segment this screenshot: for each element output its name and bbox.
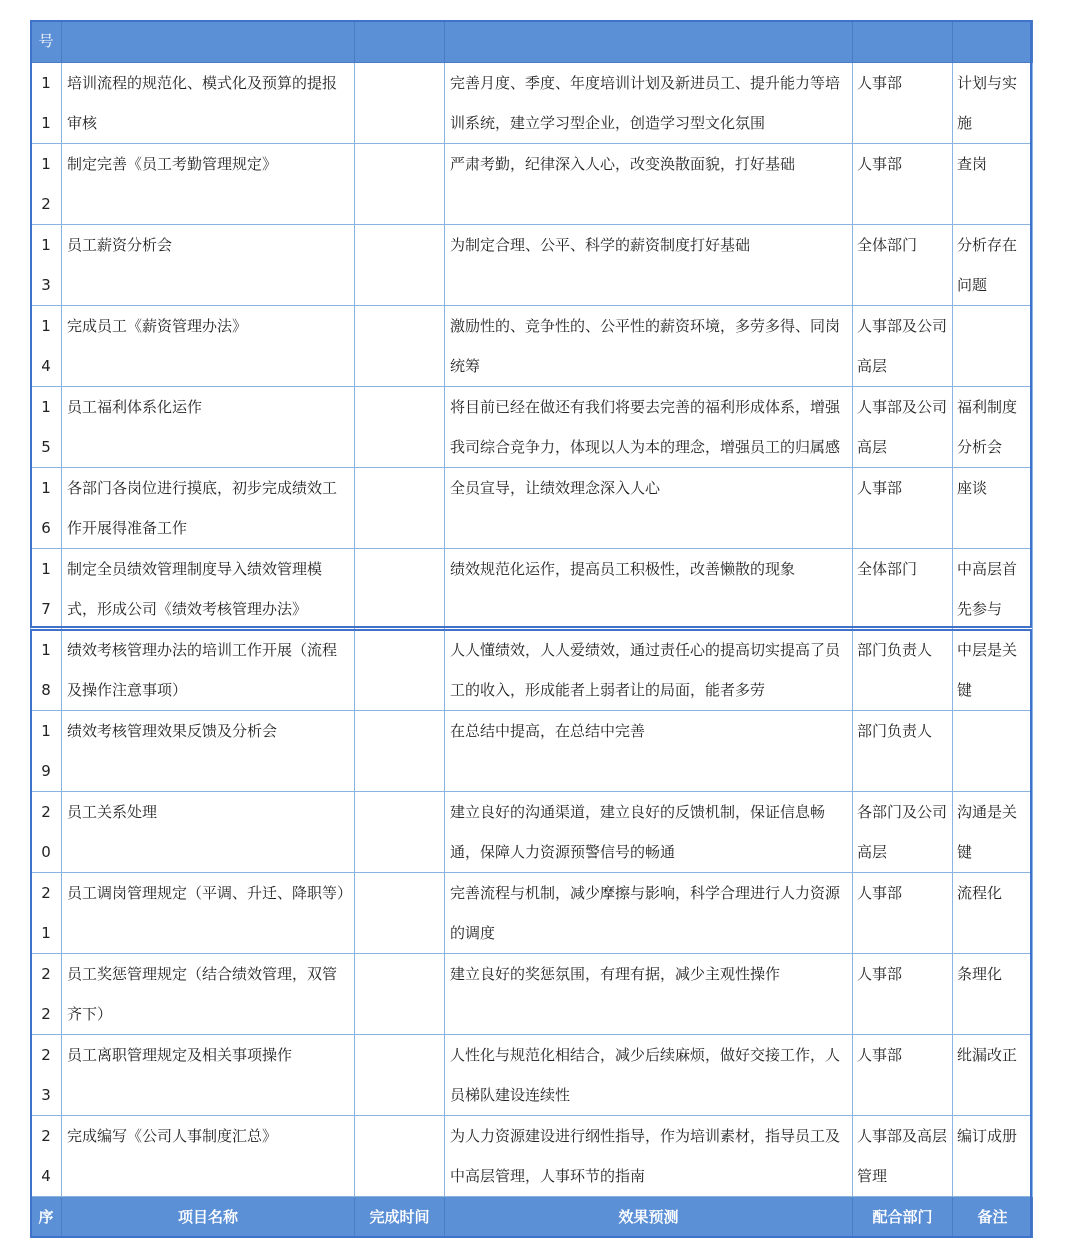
hr-plan-table-container [30,20,1032,1238]
row-remarks: 座谈 [953,468,1033,549]
row-seq-digit: 2 [41,965,51,983]
row-cooperating-dept: 部门负责人 [853,630,953,711]
row-remarks: 纰漏改正 [953,1035,1033,1116]
row-completion-time [355,792,445,873]
row-completion-time [355,63,445,144]
header-project-name: 项目名称 [62,1197,355,1238]
row-cooperating-dept: 人事部 [853,1035,953,1116]
header-completion-time: 完成时间 [355,1197,445,1238]
table-row [31,225,1033,306]
row-project-name: 员工调岗管理规定（平调、升迁、降职等） [62,873,355,954]
row-seq-cell [31,711,62,792]
row-effect-forecast: 人人懂绩效，人人爱绩效，通过责任心的提高切实提高了员工的收入，形成能者上弱者让的局面，能者多劳 [445,630,853,711]
header-remarks: 备注 [953,1197,1033,1238]
table-row [31,873,1033,954]
table-row [31,1035,1033,1116]
row-project-name: 各部门各岗位进行摸底，初步完成绩效工作开展得准备工作 [62,468,355,549]
row-project-name: 员工离职管理规定及相关事项操作 [62,1035,355,1116]
row-seq-cell [31,468,62,549]
table-header-top [31,21,1033,63]
row-completion-time [355,549,445,630]
row-seq-digit: 1 [41,114,51,132]
row-remarks: 计划与实施 [953,63,1033,144]
row-seq-digit: 2 [41,884,51,902]
header-seq: 序 [31,1197,62,1238]
row-completion-time [355,1116,445,1197]
row-seq-digit: 5 [41,438,51,456]
row-seq-cell [31,225,62,306]
row-project-name: 绩效考核管理办法的培训工作开展（流程及操作注意事项） [62,630,355,711]
header-effect-forecast: 效果预测 [445,1197,853,1238]
row-remarks: 查岗 [953,144,1033,225]
row-seq-digit: 1 [41,398,51,416]
row-seq-digit: 3 [41,1086,51,1104]
row-cooperating-dept: 人事部及公司高层 [853,306,953,387]
row-seq-digit: 7 [41,600,51,618]
row-completion-time [355,387,445,468]
row-project-name: 培训流程的规范化、模式化及预算的提报审核 [62,63,355,144]
row-seq-digit: 1 [41,155,51,173]
table-row [31,144,1033,225]
row-effect-forecast: 激励性的、竞争性的、公平性的薪资环境，多劳多得、同岗统筹 [445,306,853,387]
row-seq-digit: 2 [41,1005,51,1023]
row-effect-forecast: 绩效规范化运作，提高员工积极性，改善懒散的现象 [445,549,853,630]
row-effect-forecast: 建立良好的沟通渠道，建立良好的反馈机制，保证信息畅通，保障人力资源预警信号的畅通 [445,792,853,873]
row-project-name: 员工福利体系化运作 [62,387,355,468]
row-seq-cell [31,387,62,468]
row-project-name: 员工关系处理 [62,792,355,873]
table-row [31,306,1033,387]
row-seq-digit: 2 [41,1127,51,1145]
row-seq-digit: 1 [41,236,51,254]
row-completion-time [355,225,445,306]
row-project-name: 员工奖惩管理规定（结合绩效管理，双管齐下） [62,954,355,1035]
row-seq-cell [31,630,62,711]
row-cooperating-dept: 人事部 [853,144,953,225]
row-seq-cell [31,792,62,873]
row-seq-digit: 0 [41,843,51,861]
row-seq-cell [31,549,62,630]
header-empty-cell [445,21,853,63]
row-cooperating-dept: 部门负责人 [853,711,953,792]
row-seq-digit: 8 [41,681,51,699]
row-seq-cell [31,1035,62,1116]
header-empty-cell [853,21,953,63]
row-completion-time [355,954,445,1035]
row-cooperating-dept: 全体部门 [853,549,953,630]
row-project-name: 绩效考核管理效果反馈及分析会 [62,711,355,792]
row-remarks: 流程化 [953,873,1033,954]
row-project-name: 制定完善《员工考勤管理规定》 [62,144,355,225]
row-cooperating-dept: 人事部 [853,954,953,1035]
row-seq-digit: 2 [41,803,51,821]
row-seq-cell [31,954,62,1035]
row-completion-time [355,144,445,225]
table-row [31,1116,1033,1197]
row-remarks: 中高层首先参与 [953,549,1033,630]
row-remarks: 条理化 [953,954,1033,1035]
table-row [31,630,1033,711]
row-seq-digit: 9 [41,762,51,780]
row-completion-time [355,711,445,792]
hr-plan-table [30,20,1033,1238]
row-seq-cell [31,63,62,144]
row-remarks: 福利制度分析会 [953,387,1033,468]
row-seq-digit: 6 [41,519,51,537]
row-cooperating-dept: 人事部及公司高层 [853,387,953,468]
row-effect-forecast: 严肃考勤，纪律深入人心，改变涣散面貌，打好基础 [445,144,853,225]
row-project-name: 完成编写《公司人事制度汇总》 [62,1116,355,1197]
row-project-name: 制定全员绩效管理制度导入绩效管理模式，形成公司《绩效考核管理办法》 [62,549,355,630]
row-seq-digit: 4 [41,357,51,375]
header-cooperating-dept: 配合部门 [853,1197,953,1238]
row-effect-forecast: 全员宣导，让绩效理念深入人心 [445,468,853,549]
row-effect-forecast: 完善月度、季度、年度培训计划及新进员工、提升能力等培训系统，建立学习型企业，创造学习型文化氛围 [445,63,853,144]
table-header-bottom [31,1197,1033,1238]
row-completion-time [355,630,445,711]
row-cooperating-dept: 人事部 [853,873,953,954]
table-row [31,468,1033,549]
row-seq-digit: 3 [41,276,51,294]
row-seq-digit: 1 [41,924,51,942]
row-completion-time [355,306,445,387]
row-seq-cell [31,144,62,225]
header-seq-text: 号 [38,32,54,50]
table-row [31,387,1033,468]
row-seq-digit: 1 [41,722,51,740]
row-effect-forecast: 人性化与规范化相结合，减少后续麻烦，做好交接工作，人员梯队建设连续性 [445,1035,853,1116]
header-seq-cell [31,21,62,63]
row-cooperating-dept: 全体部门 [853,225,953,306]
table-row [31,954,1033,1035]
row-cooperating-dept: 各部门及公司高层 [853,792,953,873]
row-cooperating-dept: 人事部及高层管理 [853,1116,953,1197]
row-effect-forecast: 将目前已经在做还有我们将要去完善的福利形成体系，增强我司综合竞争力，体现以人为本的理念，增强员工的归属感 [445,387,853,468]
row-seq-cell [31,873,62,954]
header-empty-cell [62,21,355,63]
header-empty-cell [953,21,1033,63]
row-completion-time [355,873,445,954]
table-row [31,792,1033,873]
header-empty-cell [355,21,445,63]
row-project-name: 完成员工《薪资管理办法》 [62,306,355,387]
row-effect-forecast: 完善流程与机制，减少摩擦与影响，科学合理进行人力资源的调度 [445,873,853,954]
row-effect-forecast: 在总结中提高，在总结中完善 [445,711,853,792]
table-row [31,63,1033,144]
row-remarks [953,711,1033,792]
row-effect-forecast: 建立良好的奖惩氛围，有理有据，减少主观性操作 [445,954,853,1035]
table-row [31,711,1033,792]
table-row [31,549,1033,630]
row-remarks: 分析存在问题 [953,225,1033,306]
row-seq-digit: 1 [41,641,51,659]
row-seq-cell [31,1116,62,1197]
row-completion-time [355,468,445,549]
row-cooperating-dept: 人事部 [853,63,953,144]
row-completion-time [355,1035,445,1116]
row-remarks [953,306,1033,387]
row-seq-digit: 1 [41,317,51,335]
row-effect-forecast: 为人力资源建设进行纲性指导，作为培训素材，指导员工及中高层管理，人事环节的指南 [445,1116,853,1197]
row-seq-digit: 1 [41,74,51,92]
row-seq-digit: 2 [41,1046,51,1064]
row-remarks: 中层是关键 [953,630,1033,711]
row-cooperating-dept: 人事部 [853,468,953,549]
row-effect-forecast: 为制定合理、公平、科学的薪资制度打好基础 [445,225,853,306]
row-seq-digit: 4 [41,1167,51,1185]
row-remarks: 沟通是关键 [953,792,1033,873]
row-seq-cell [31,306,62,387]
row-seq-digit: 1 [41,560,51,578]
row-seq-digit: 2 [41,195,51,213]
row-seq-digit: 1 [41,479,51,497]
row-remarks: 编订成册 [953,1116,1033,1197]
row-project-name: 员工薪资分析会 [62,225,355,306]
